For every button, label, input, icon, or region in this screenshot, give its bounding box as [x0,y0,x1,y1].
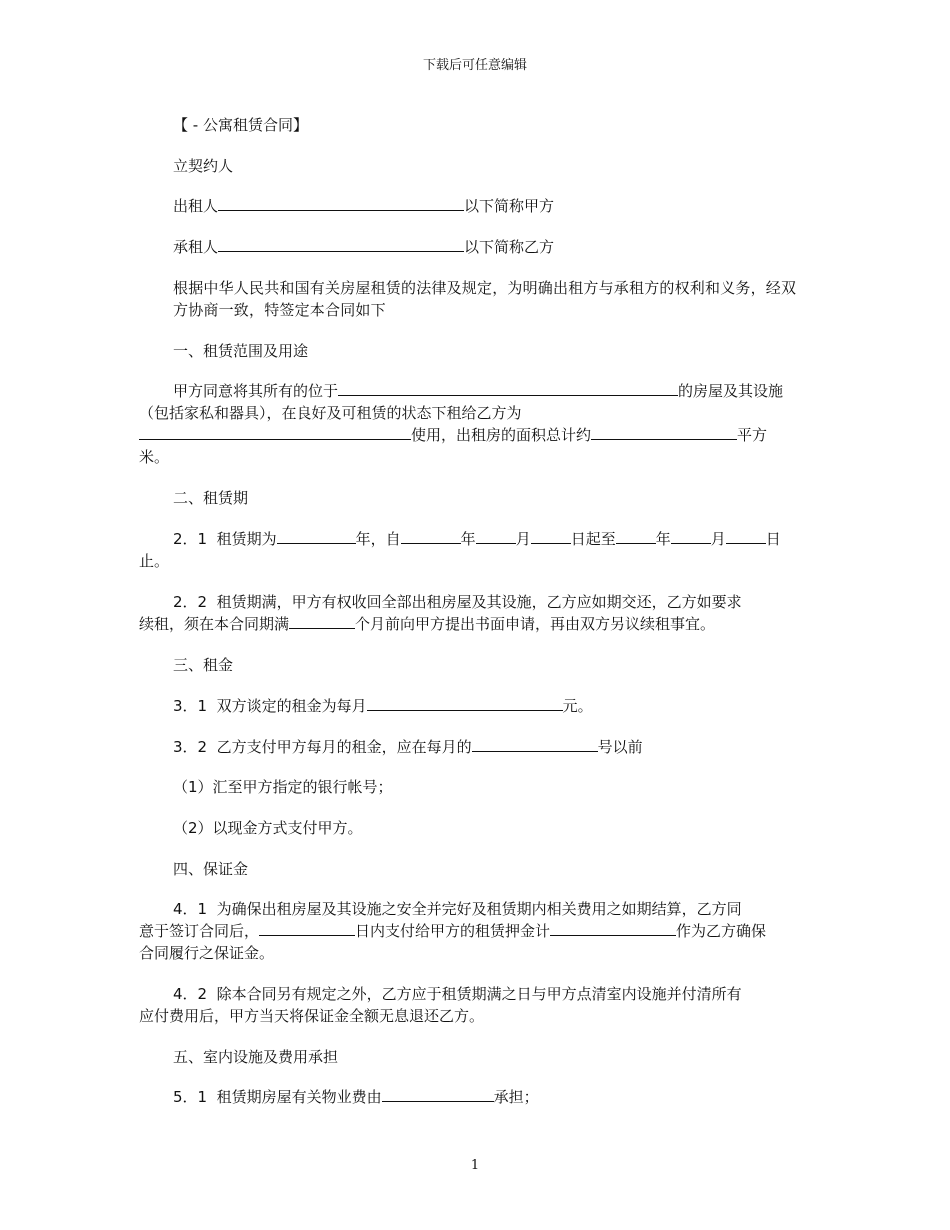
payment-option-1: （1）汇至甲方指定的银行帐号； [173,778,393,796]
section-1-line-3 [139,424,811,446]
text-segment: 租赁期房屋有关物业费由 [216,1088,382,1106]
lessee-label: 承租人 [173,238,219,256]
clause-4-2-line-2: 应付费用后，甲方当天将保证金全额无息退还乙方。 [139,1007,485,1025]
text-segment: 承担； [493,1088,539,1106]
clause-number: 3．1 [173,697,208,715]
clause-4-2-line-1 [139,983,811,1005]
page-number: 1 [470,1158,480,1173]
text-segment: 为确保出租房屋及其设施之安全并完好及租赁期内相关费用之如期结算，乙方同 [216,900,742,918]
text-segment: 月 [515,530,531,548]
lessor-name-blank[interactable] [218,195,464,211]
text-segment: 作为乙方确保 [676,922,767,940]
lessee-name-blank[interactable] [218,236,464,252]
lessor-label: 出租人 [173,197,219,215]
end-year-blank[interactable] [616,528,656,544]
text-segment: 个月前向甲方提出书面申请，再由双方另议续租事宜。 [355,615,716,633]
clause-number: 3．2 [173,738,208,756]
term-years-blank[interactable] [277,528,356,544]
lessor-suffix: 以下简称甲方 [464,197,555,215]
text-segment: 年 [460,530,476,548]
section-1-heading: 一、租赁范围及用途 [173,342,309,360]
text-segment: 元。 [562,697,593,715]
deposit-amount-blank[interactable] [550,920,676,936]
end-month-blank[interactable] [671,528,711,544]
clause-number: 2．1 [173,530,208,548]
section-2-heading: 二、租赁期 [173,489,249,507]
usage-blank[interactable] [139,424,411,440]
clause-4-1-line-2 [139,920,811,942]
contract-title: 【 - 公寓租赁合同】 [173,116,308,134]
text-segment: 日起至 [570,530,616,548]
clause-3-2 [139,736,811,758]
section-5-heading: 五、室内设施及费用承担 [173,1048,339,1066]
section-1-line-1 [139,380,811,402]
text-segment: 月 [710,530,726,548]
payment-option-2: （2）以现金方式支付甲方。 [173,819,363,837]
clause-2-2-line-2 [139,613,811,635]
page-header: 下载后可任意编辑 [422,58,527,73]
clause-number: 4．1 [173,900,208,918]
text-segment: 双方谈定的租金为每月 [216,697,367,715]
property-fee-party-blank[interactable] [382,1086,494,1102]
property-location-blank[interactable] [338,380,678,396]
start-year-blank[interactable] [401,528,461,544]
lessee-suffix: 以下简称乙方 [464,238,555,256]
clause-2-1-line-2: 止。 [139,552,170,570]
clause-5-1 [139,1086,811,1108]
rent-due-day-blank[interactable] [472,736,598,752]
start-day-blank[interactable] [531,528,571,544]
clause-4-1-line-3: 合同履行之保证金。 [139,944,275,962]
clause-number: 2．2 [173,593,208,611]
text-segment: 甲方同意将其所有的位于 [173,382,339,400]
text-segment: 年 [655,530,671,548]
preamble-paragraph: 根据中华人民共和国有关房屋租赁的法律及规定，为明确出租方与承租方的权利和义务，经双方协商一致，特签定本合同如下 [173,279,797,319]
text-segment: 意于签订合同后， [139,922,260,940]
text-segment: 除本合同另有规定之外，乙方应于租赁期满之日与甲方点清室内设施并付清所有 [216,985,742,1003]
section-1-line-4: 米。 [139,448,170,466]
monthly-rent-blank[interactable] [367,695,563,711]
text-segment: 年，自 [355,530,401,548]
signer-label: 立契约人 [173,157,234,175]
section-3-heading: 三、租金 [173,656,234,674]
text-segment: 的房屋及其设施 [678,382,784,400]
clause-2-2-line-1 [139,591,811,613]
area-blank[interactable] [591,424,737,440]
section-4-heading: 四、保证金 [173,860,249,878]
text-segment: 号以前 [597,738,643,756]
clause-2-1-line-1 [139,528,811,550]
lessee-line [139,236,811,258]
text-segment: 使用，出租房的面积总计约 [411,426,592,444]
text-segment: 租赁期为 [216,530,277,548]
end-day-blank[interactable] [726,528,766,544]
text-segment: 乙方支付甲方每月的租金，应在每月的 [216,738,472,756]
clause-number: 5．1 [173,1088,208,1106]
lessor-line [139,195,811,217]
text-segment: 平方 [737,426,768,444]
clause-number: 4．2 [173,985,208,1003]
section-1-line-2: （包括家私和器具），在良好及可租赁的状态下租给乙方为 [139,404,522,422]
deposit-days-blank[interactable] [259,920,355,936]
text-segment: 租赁期满，甲方有权收回全部出租房屋及其设施，乙方应如期交还，乙方如要求 [216,593,742,611]
text-segment: 日内支付给甲方的租赁押金计 [355,922,551,940]
clause-3-1 [139,695,811,717]
clause-4-1-line-1 [139,898,811,920]
text-segment: 续租，须在本合同期满 [139,615,290,633]
text-segment: 日 [765,530,781,548]
renewal-months-blank[interactable] [289,613,355,629]
start-month-blank[interactable] [476,528,516,544]
